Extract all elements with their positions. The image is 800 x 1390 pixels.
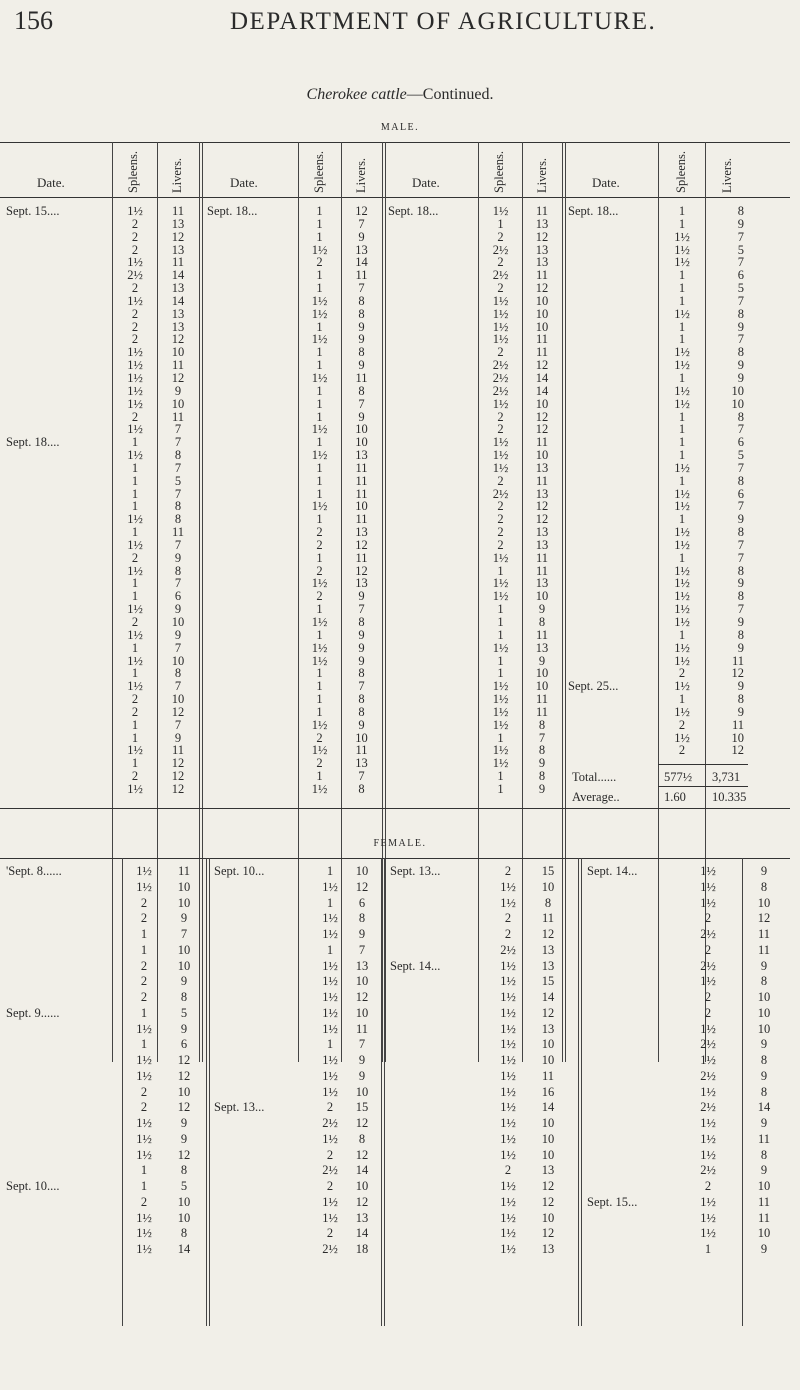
female-group-divider	[206, 858, 207, 1326]
male-group-divider	[382, 142, 383, 1062]
male-g1-livers: 11 13 12 13 11 14 13 14 13 13 12 10 11 12 9 10 11 7 7 8 7 5 7 8 8 11 7 9 8 7 6 9 10 9 7 10 8 7 10 12 7 9 11 12 12 12	[171, 204, 185, 796]
male-spleens-header: Spleens.	[492, 150, 506, 193]
average-livers: 10.335	[712, 790, 747, 804]
female-group-divider	[209, 858, 210, 1326]
female-group-divider	[122, 858, 123, 1326]
male-spleens-header: Spleens.	[674, 150, 688, 193]
male-g4-dates: Sept. 18... Sept. 25...	[568, 204, 619, 694]
male-g2-livers: 12 7 9 13 14 11 7 8 8 9 9 8 9 11 8 7 9 10 10 13 11 11 11 10 11 13 12 11 12 13 9 7 8 9 9 9 8 7 8 8 9 10 11 13 7 8	[355, 204, 368, 796]
male-g3-livers: 11 13 12 13 13 11 12 10 10 10 11 11 12 14 14 10 12 12 11 10 13 11 13 12 12 13 13 11 11 13 10 9 8 11 13 9 10 10 11 11 8 7 8 9 8 9	[535, 204, 549, 796]
female-g1-livers: 11 10 10 9 7 10 10 9 8 5 9 6 12 12 10 12 9 9 12 8 5 10 10 8 14	[177, 864, 191, 1256]
female-top-rule	[0, 858, 790, 859]
female-g3-livers: 15 10 8 11 12 13 13 15 14 12 13 10 10 11 16 14 10 10 10 13 12 12 10 12 13	[541, 864, 555, 1256]
male-header-top-rule	[0, 142, 790, 143]
male-livers-header: Livers.	[354, 157, 368, 193]
female-group-divider	[581, 858, 582, 1326]
male-group-divider	[202, 142, 203, 1062]
female-g3-dates: Sept. 13... Sept. 14...	[390, 864, 441, 973]
male-date-header: Date.	[592, 175, 620, 190]
male-spleens-header: Spleens.	[312, 150, 326, 193]
table-title-rest: —Continued.	[406, 86, 494, 103]
male-g2-spleens: 1 1 1 1½ 2 1 1 1½ 1½ 1 1½ 1 1 1½ 1 1 1 1½ 1 1½ 1 1 1 1½ 1 2 2 1 2 1½ 2 1 1½ 1 1½ 1½ 1 1 1 1 1½ 2 1½ 2 1 1½	[311, 204, 328, 796]
total-spleens: 577½	[664, 770, 693, 784]
male-date-header: Date.	[412, 175, 440, 190]
average-spleens: 1.60	[664, 790, 686, 804]
female-g4-dates: Sept. 14... Sept. 15...	[587, 864, 638, 1209]
total-label: Total......	[572, 770, 617, 784]
female-g2-dates: Sept. 10... Sept. 13...	[214, 864, 265, 1115]
male-g4-spleens: 1 1 1½ 1½ 1½ 1 1 1 1½ 1 1 1½ 1½ 1 1½ 1½ 1 1 1 1 1½ 1 1½ 1½ 1 1½ 1½ 1 1½ 1½ 1½ 1½ 1½ 1 1½ 1½ 2 1½ 1 1½ 2 1½ 2	[674, 204, 690, 758]
male-section-label: MALE.	[380, 122, 420, 133]
male-g1-spleens: 1½ 2 2 2 1½ 2½ 2 1½ 2 2 2 1½ 1½ 1½ 1½ 1½ 2 1½ 1 1½ 1 1 1 1 1½ 1 1½ 2 1½ 1 1 1½ 2 1½ 1 1½ 1 1½ 2 2 1 1 1½ 1 2 1½	[127, 204, 143, 796]
female-group-divider	[384, 858, 385, 1326]
average-label: Average..	[572, 790, 620, 804]
table-title-italic: Cherokee cattle	[306, 86, 407, 103]
page-number: 156	[14, 6, 53, 35]
female-g4-livers: 9 8 10 12 11 11 9 8 10 10 10 9 8 9 8 14 9 11 8 9 10 11 11 10 9	[757, 864, 771, 1256]
male-header-bottom-rule	[0, 197, 790, 198]
male-g3-spleens: 1½ 1 2 2½ 2 2½ 2 1½ 1½ 1½ 1½ 2 2½ 2½ 2½ 1½ 2 2 1½ 1½ 1½ 2 2½ 2 2 2 2 1½ 1 1½ 1½ 1 1 1 1½ 1 1 1½ 1½ 1½ 1½ 1 1½ 1½ 1 1	[492, 204, 509, 796]
male-livers-header: Livers.	[535, 157, 549, 193]
female-g3-spleens: 2 1½ 1½ 2 2 2½ 1½ 1½ 1½ 1½ 1½ 1½ 1½ 1½ 1½ 1½ 1½ 1½ 1½ 2 1½ 1½ 1½ 1½ 1½	[500, 864, 516, 1256]
male-group-divider	[385, 142, 386, 1062]
running-head: DEPARTMENT OF AGRICULTURE.	[230, 8, 657, 35]
female-g2-livers: 10 12 6 8 9 7 13 10 12 10 11 7 9 9 10 15 12 8 12 14 10 12 13 14 18	[355, 864, 369, 1256]
female-section-label: FEMALE.	[373, 838, 427, 849]
female-g4-spleens: 1½ 1½ 1½ 2 2½ 2 2½ 1½ 2 2 1½ 2½ 1½ 2½ 1½ 2½ 1½ 1½ 1½ 2½ 2 1½ 1½ 1½ 1	[700, 864, 716, 1256]
female-group-divider	[578, 858, 579, 1326]
male-livers-header: Livers.	[720, 157, 734, 193]
total-livers: 3,731	[712, 770, 741, 784]
female-g1-dates: 'Sept. 8...... Sept. 9...... Sept. 10....	[6, 864, 62, 1193]
male-spleens-header: Spleens.	[126, 150, 140, 193]
total-rule	[658, 764, 748, 765]
male-date-header: Date.	[230, 175, 258, 190]
male-date-header: Date.	[37, 175, 65, 190]
male-g1-dates: Sept. 15.... Sept. 18....	[6, 204, 60, 450]
male-g2-dates: Sept. 18...	[207, 204, 258, 218]
female-col-divider	[742, 858, 743, 1326]
average-rule	[658, 786, 748, 787]
male-g3-dates: Sept. 18...	[388, 204, 439, 218]
table-title	[0, 86, 800, 104]
male-g4-livers: 8 9 7 5 7 6 5 7 8 9 7 8 9 9 10 10 8 7 6 5 7 8 6 7 9 8 7 7 8 9 8 7 9 8 9 11 12 9 8 9 11 10 12	[731, 204, 744, 758]
male-table-bottom-rule	[0, 808, 790, 809]
female-group-divider	[381, 858, 382, 1326]
male-livers-header: Livers.	[170, 157, 184, 193]
female-g1-spleens: 1½ 1½ 2 2 1 1 2 2 2 1 1½ 1 1½ 1½ 2 2 1½ 1½ 1½ 1 1 2 1½ 1½ 1½	[136, 864, 152, 1256]
female-g2-spleens: 1 1½ 1 1½ 1½ 1 1½ 1½ 1½ 1½ 1½ 1 1½ 1½ 1½ 2 2½ 1½ 2 2½ 2 1½ 1½ 2 2½	[322, 864, 338, 1256]
